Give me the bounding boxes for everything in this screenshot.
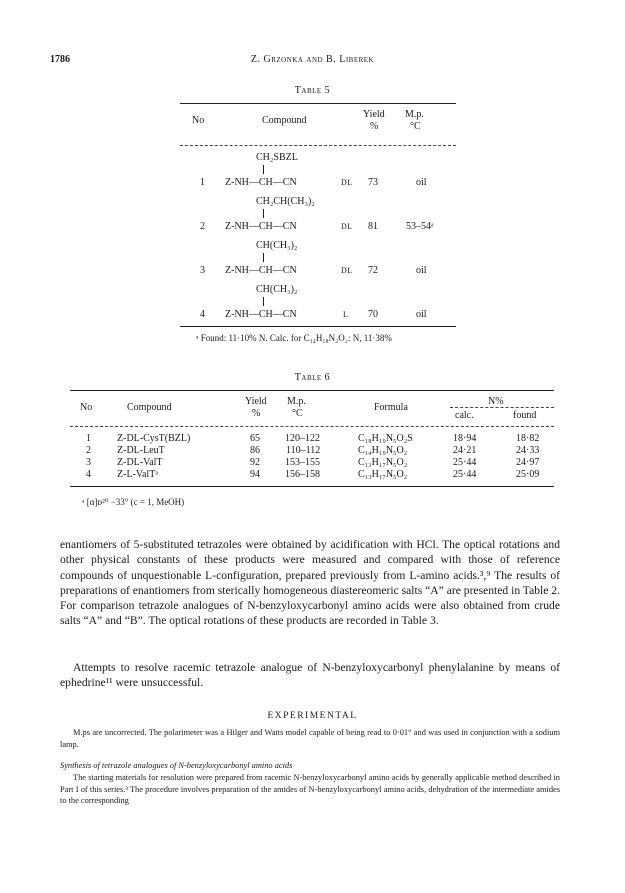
table-6-header-found: found <box>513 410 537 421</box>
table-6-footnote: ᵃ [α]ᴅ²⁰ −33° (c = 1, MeOH) <box>82 497 185 507</box>
table-5-row-2-bond <box>263 209 264 218</box>
table-5-header-yield: Yield <box>363 109 385 120</box>
body-paragraph-2: Attempts to resolve racemic tetrazole analogue of N-benzyloxycarbonyl phenylalanine by means of ephedrine¹¹ were unsuccessful. <box>60 661 560 690</box>
table-5-row-1-bond <box>263 165 264 174</box>
experimental-text: The starting materials for resolution were prepared from racemic N-benzyloxycarbonyl amino acids by generally applicable method described in Part I of this series.³ The procedure involves preparation of the amides of N-benzyloxycarbonyl amino acids, dehydration of the intermediate amides to the corresponding <box>60 773 560 805</box>
table-6-header-n-percent: N% <box>488 396 504 407</box>
table-5-row-3-mp: oil <box>416 265 427 276</box>
table-5-row-2-backbone: Z-NH—CH—CN <box>225 221 297 232</box>
table-6-row-2-found: 24·33 <box>516 445 540 456</box>
table-5-row-1-backbone: Z-NH—CH—CN <box>225 177 297 188</box>
experimental-heading: EXPERIMENTAL <box>267 711 358 721</box>
table-6-row-1-compound: Z-DL-CysT(BZL) <box>117 433 191 444</box>
table-6-header-formula: Formula <box>374 402 408 413</box>
table-5-header-no: No <box>192 115 205 126</box>
table-6-row-4-no: 4 <box>86 469 91 480</box>
table-6-n-percent-rule <box>450 407 554 408</box>
running-title: Z. Grzonka and B. Liberek <box>250 54 375 65</box>
table-5-row-4-side-chain: CH(CH₃)₂ <box>256 284 298 295</box>
table-6-row-1-mp: 120–122 <box>285 433 320 444</box>
table-5-row-1-side-chain: CH₂SBZL <box>256 152 298 163</box>
experimental-subheading: Synthesis of tetrazole analogues of N-benzyloxycarbonyl amino acids <box>60 761 293 770</box>
table-6-header-calc: calc. <box>455 410 474 421</box>
table-6-row-3-mp: 153–155 <box>285 457 320 468</box>
table-6-header-mp-unit: °C <box>292 408 303 419</box>
table-6-row-3-formula: C₁₃H₁₇N₅O₂ <box>358 457 408 468</box>
table-5-row-2-mp: 53–54ᵃ <box>406 221 434 232</box>
table-5-row-4-no: 4 <box>200 309 205 320</box>
table-5-row-1-mp: oil <box>416 177 427 188</box>
table-6-row-2-mp: 110–112 <box>286 445 321 456</box>
table-6-title: Table 6 <box>294 372 331 383</box>
table-6-row-1-yield: 65 <box>250 433 260 444</box>
table-5-row-1-yield: 73 <box>368 177 378 188</box>
table-6-row-3-found: 24·97 <box>516 457 540 468</box>
table-5-title: Table 5 <box>294 85 331 96</box>
table-6-bottom-rule <box>70 486 554 487</box>
table-5-row-3-config: DL <box>341 266 353 275</box>
table-5-row-4-mp: oil <box>416 309 427 320</box>
table-5-row-3-no: 3 <box>200 265 205 276</box>
table-5-row-4-yield: 70 <box>368 309 378 320</box>
table-6-row-4-yield: 94 <box>250 469 260 480</box>
table-6-row-3-yield: 92 <box>250 457 260 468</box>
table-6-header-yield-unit: % <box>252 408 261 419</box>
table-6-row-1-calc: 18·94 <box>453 433 477 444</box>
table-5-row-2-side-chain: CH₂CH(CH₃)₂ <box>256 196 315 207</box>
table-5-row-1-config: DL <box>341 178 353 187</box>
table-5-bottom-rule <box>180 326 456 327</box>
table-6-row-2-formula: C₁₄H₁₉N₅O₂ <box>358 445 408 456</box>
table-6-row-4-mp: 156–158 <box>285 469 320 480</box>
table-6-row-4-formula: C₁₃H₁₇N₅O₂ <box>358 469 408 480</box>
table-6-row-1-formula: C₁₈H₁₉N₅O₂S <box>358 433 413 444</box>
table-6-header-mp: M.p. <box>287 396 306 407</box>
table-6-header-no: No <box>80 402 93 413</box>
table-6-header-yield: Yield <box>245 396 267 407</box>
table-6-row-3-calc: 25·44 <box>453 457 477 468</box>
table-6-row-3-compound: Z-DL-ValT <box>117 457 163 468</box>
table-5-header-mp-unit: °C <box>410 121 421 132</box>
table-5-row-3-backbone: Z-NH—CH—CN <box>225 265 297 276</box>
table-6-row-3-no: 3 <box>86 457 91 468</box>
table-5-footnote: ᵃ Found: 11·10% N. Calc. for C₁₄H₁₈N₂O₂: N, 11·38% <box>196 333 392 343</box>
table-5-header-rule <box>180 145 456 146</box>
table-6-row-4-calc: 25·44 <box>453 469 477 480</box>
table-5-header-compound: Compound <box>262 115 307 126</box>
body-paragraph-1: enantiomers of 5-substituted tetrazoles were obtained by acidification with HCl. The optical rotations and other physical constants of these products were measured and compared with those of reference compounds of unquestionable L-configuration, prepared previously from L-amino acids.³,⁹ The results of preparations of enantiomers from sterically homogeneous diastereomeric salts “A” are presented in Table 2. For comparison tetrazole analogues of N-benzyloxycarbonyl amino acids were also obtained from crude salts “A” and “B”. The optical rotations of these products are recorded in Table 3. <box>60 538 560 628</box>
table-6-row-2-compound: Z-DL-LeuT <box>117 445 165 456</box>
table-6-top-rule <box>70 390 554 391</box>
table-5-top-rule <box>180 103 456 104</box>
page-number: 1786 <box>50 54 70 65</box>
table-5-row-3-yield: 72 <box>368 265 378 276</box>
table-5-row-3-bond <box>263 253 264 262</box>
table-6-row-4-compound: Z-L-ValTᵃ <box>117 469 159 480</box>
table-5-header-yield-unit: % <box>370 121 379 132</box>
table-5-row-4-config: L <box>343 310 349 319</box>
table-6-header-compound: Compound <box>127 402 172 413</box>
table-6-row-2-no: 2 <box>86 445 91 456</box>
table-5-row-4-bond <box>263 297 264 306</box>
table-5-header-mp: M.p. <box>405 109 424 120</box>
table-5-row-2-config: DL <box>341 222 353 231</box>
table-6-row-2-calc: 24·21 <box>453 445 477 456</box>
table-6-row-4-found: 25·09 <box>516 469 540 480</box>
experimental-intro: M.ps are uncorrected. The polarimeter was a Hilger and Watts model capable of being read to 0·01° and was used in conjunction with a sodium lamp. <box>60 728 560 749</box>
table-6-row-2-yield: 86 <box>250 445 260 456</box>
table-5-row-3-side-chain: CH(CH₃)₂ <box>256 240 298 251</box>
table-5-row-4-backbone: Z-NH—CH—CN <box>225 309 297 320</box>
table-5-row-2-no: 2 <box>200 221 205 232</box>
table-6-row-1-no: 1 <box>86 433 91 444</box>
table-6-row-1-found: 18·82 <box>516 433 540 444</box>
table-5-row-2-yield: 81 <box>368 221 378 232</box>
table-6-header-rule <box>70 426 554 427</box>
table-5-row-1-no: 1 <box>200 177 205 188</box>
